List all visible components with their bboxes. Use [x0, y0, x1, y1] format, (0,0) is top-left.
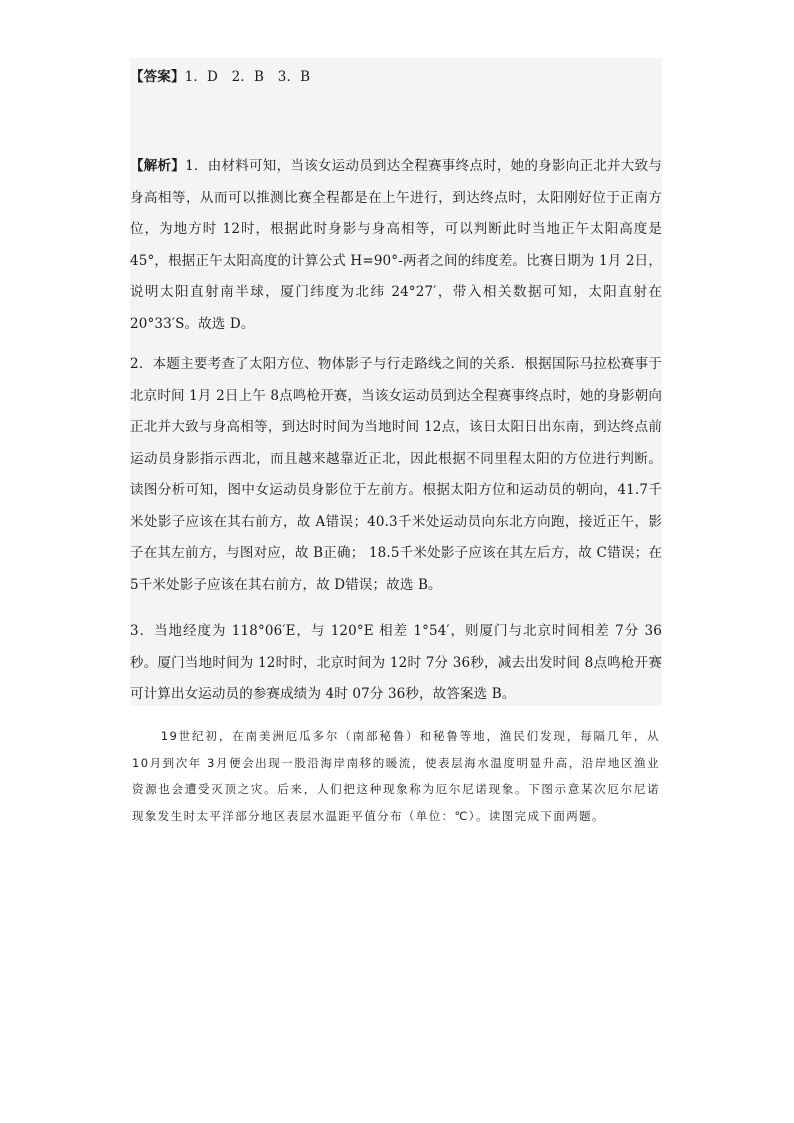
analysis-q1-text: 1．由材料可知，当该女运动员到达全程赛事终点时，她的身影向正北并大致与身高相等，从而可以推测比赛全程都是在上午进行，到达终点时，太阳刚好位于正南方位，为地方时 12时，根据此时身影与身高相等，可以判断此时当地正午太阳高度是 45°，根据正午太阳高度的计算公式 H=90°-两者之间的纬度差。比赛日期为 1月 2日，说明太阳直射南半球，厦门纬度为北纬 24°27′，带入相关数据可知，太阳直射在 20°33′S。故选 D。: [130, 158, 662, 332]
answer-line: [130, 62, 662, 94]
analysis-question-2: 2．本题主要考查了太阳方位、物体影子与行走路线之间的关系．根据国际马拉松赛事于北京时间 1月 2日上午 8点鸣枪开赛，当该女运动员到达全程赛事终点时，她的身影朝向正北并大致与身高相等，到达时时间为当地时间 12点，该日太阳日出东南，到达终点前运动员身影指示西北，而且越来越靠近正北，因此根据不同里程太阳的方位进行判断。读图分析可知，图中女运动员身影位于左前方。根据太阳方位和运动员的朝向，41.7千米处影子应该在其右前方，故 A错误；40.3千米处运动员向东北方向跑，接近正午，影子在其左前方，与图对应，故 B正确； 18.5千米处影子应该在其左后方，故 C错误；在 5千米处影子应该在其右前方，故 D错误；故选 B。: [130, 356, 662, 593]
reading-passage: 19世纪初，在南美洲厄瓜多尔（南部秘鲁）和秘鲁等地，渔民们发现，每隔几年，从 10月到次年 3月便会出现一股沿海岸南移的暖流，使表层海水温度明显升高，沿岸地区渔业资源也会遭受灭顶之灾。后来，人们把这种现象称为厄尔尼诺现象。下图示意某次厄尔尼诺现象发生时太平洋部分地区表层水温距平值分布（单位：℃）。读图完成下面两题。: [132, 729, 660, 823]
analysis-question-1: [130, 151, 662, 340]
answer-tag: 【答案】: [130, 69, 185, 85]
analysis-tag: 【解析】: [130, 158, 186, 174]
answer-text: 1．D 2．B 3．B: [184, 69, 311, 85]
analysis-question-3: 3．当地经度为 118°06′E，与 120°E 相差 1°54′，则厦门与北京时间相差 7分 36秒。厦门当地时间为 12时时，北京时间为 12时 7分 36秒，减去出发时间 8点鸣枪开赛可计算出女运动员的参赛成绩为 4时 07分 36秒，故答案选 B。: [130, 623, 662, 702]
